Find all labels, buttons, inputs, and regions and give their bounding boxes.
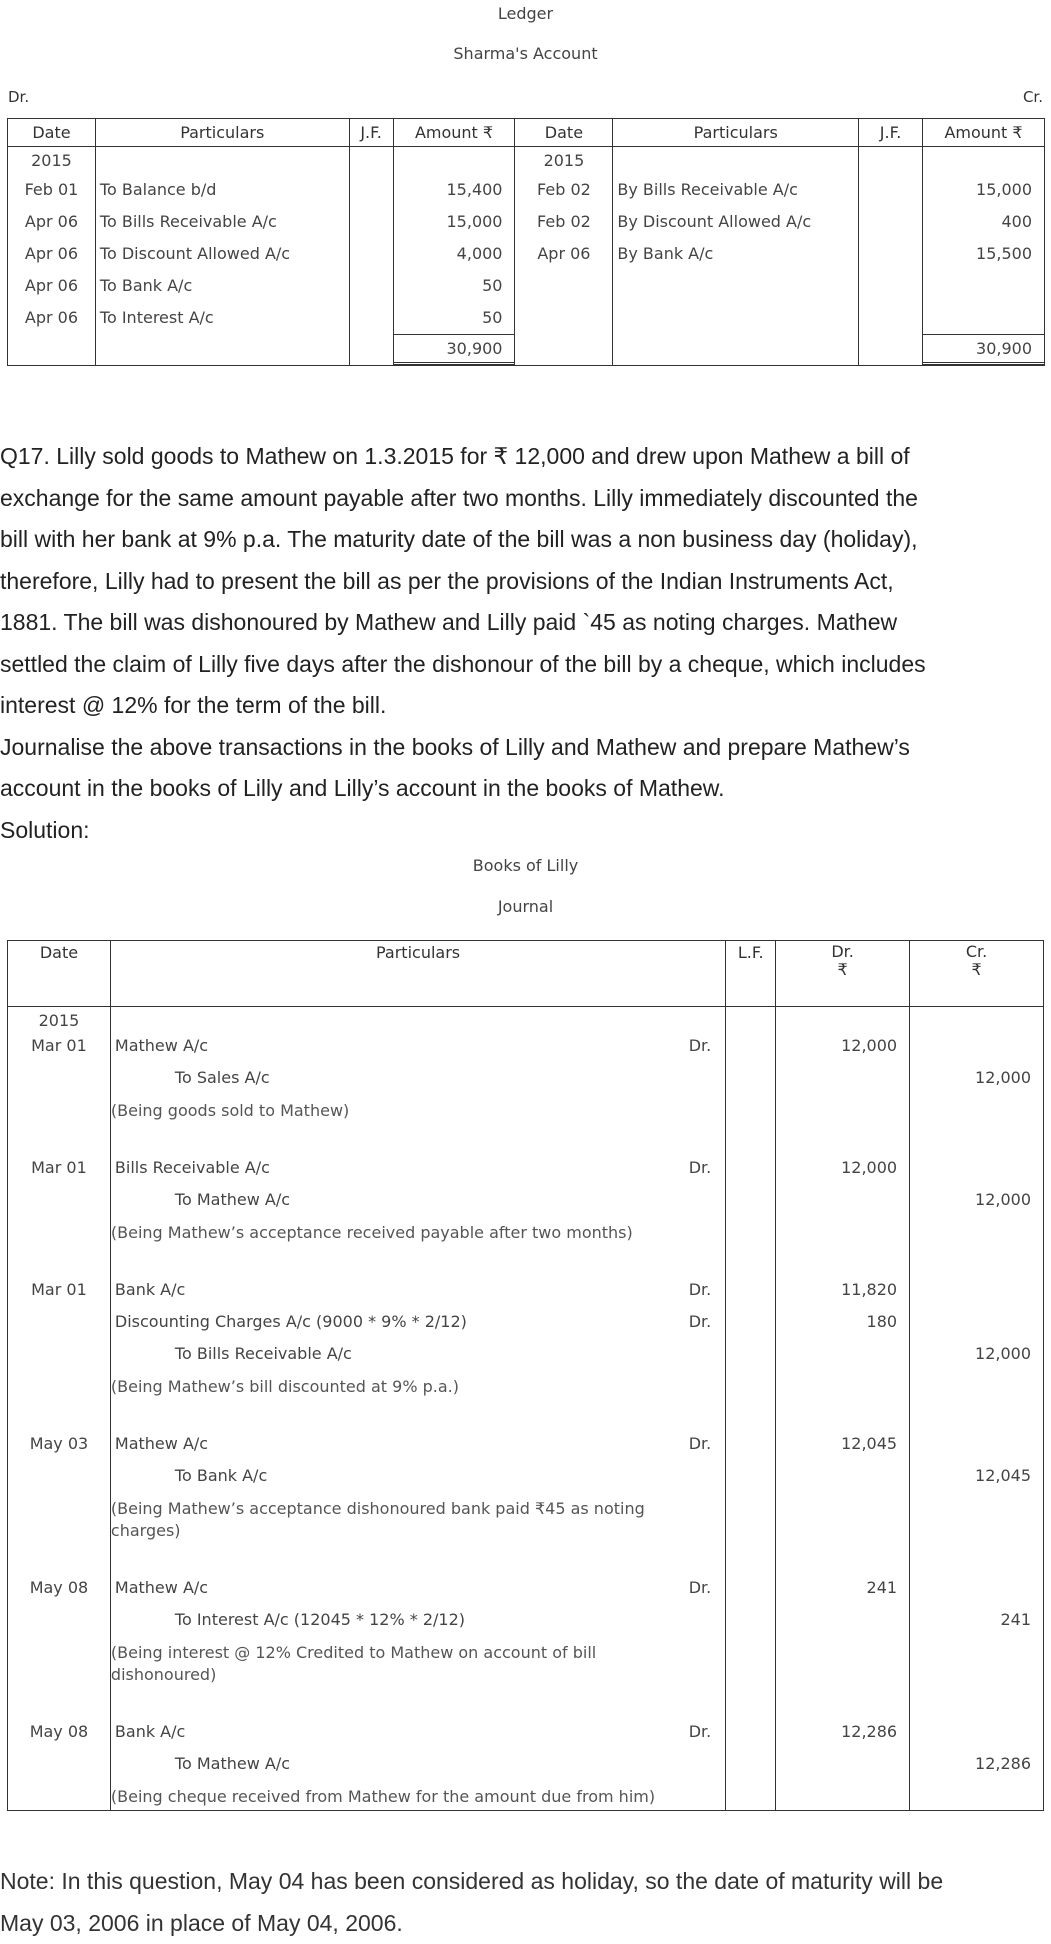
journal-debit-amount: 241 [866,1578,898,1597]
journal-dr-mark: Dr. [688,1158,712,1177]
journal-entry-particulars [110,1716,725,1811]
journal-entry-cr [910,1428,1044,1572]
ledger-jf [859,269,923,301]
question-line [0,436,1051,478]
note-text [0,1860,1051,1944]
journal-spacer [910,1716,1043,1748]
ledger-header: Date [515,119,613,147]
ledger-jf [349,173,393,205]
ledger-cell [859,333,923,366]
ledger-amount: 15,000 [393,205,515,237]
ledger-row [8,269,1045,301]
ledger-particulars: To Bank A/c [95,269,349,301]
ledger-date: Apr 06 [8,237,96,269]
ledger-cell [349,333,393,366]
journal-debit-account: Bank A/c [114,1722,186,1741]
ledger-date [515,269,613,301]
note-line: Note: In this question, May 04 has been considered as holiday, so the date of maturity will be [0,1868,944,1894]
journal-credit-account: To Bank A/c [174,1466,268,1485]
ledger-jf [859,237,923,269]
journal-entry [8,1152,1044,1274]
journal-dr-mark: Dr. [688,1312,712,1331]
ledger-amount: 15,500 [923,237,1045,269]
question-line: 1881. The bill was dishonoured by Mathew and Lilly paid `45 as noting charges. Mathew [0,609,898,635]
journal-entry-cr [910,1274,1044,1428]
ledger-year: 2015 [8,147,96,174]
journal-entry-cr [910,1716,1044,1811]
journal-entry-date-cell [8,1030,111,1152]
ledger-date: Apr 06 [8,269,96,301]
ledger-date: Apr 06 [515,237,613,269]
journal-narration: (Being Mathew’s acceptance received payable after two months) [110,1223,633,1242]
ledger-date: Apr 06 [8,205,96,237]
journal-table [7,940,1044,1811]
ledger-amount: 50 [393,301,515,333]
journal-entry-lf [726,1716,776,1811]
ledger-row [8,237,1045,269]
journal-debit-amount: 12,286 [841,1722,898,1741]
journal-debit-amount: 180 [866,1312,898,1331]
ledger-header: Particulars [613,119,859,147]
journal-debit-amount: 12,045 [841,1434,898,1453]
question-line: settled the claim of Lilly five days after the dishonour of the bill by a cheque, which includes [0,650,926,677]
journal-year: 2015 [8,1007,111,1031]
journal-entry-date-cell [8,1572,111,1716]
ledger-particulars: By Discount Allowed A/c [613,205,859,237]
ledger-particulars [613,269,859,301]
account-title: Sharma's Account [453,44,598,63]
journal-narration: (Being Mathew’s acceptance dishonoured bank paid ₹45 as noting charges) [110,1499,645,1540]
journal-title: Journal [497,897,554,916]
journal-spacer [910,1428,1043,1460]
journal-debit-line [111,1572,725,1604]
ledger-jf [349,269,393,301]
journal-entry-lf [726,1030,776,1152]
ledger-amount: 400 [923,205,1045,237]
journal-header-lf: L.F. [726,941,776,1007]
journal-header-dr: Dr. ₹ [776,941,910,1007]
journal-entry-dr [776,1716,910,1811]
journal-date: Mar 01 [31,1158,87,1177]
journal-debit-account: Mathew A/c [114,1434,209,1453]
ledger-amount: 15,000 [923,173,1045,205]
journal-dr-mark: Dr. [688,1434,712,1453]
ledger-particulars [613,301,859,333]
journal-credit-account: To Interest A/c (12045 * 12% * 2/12) [174,1610,466,1629]
dr-label: Dr. [8,88,30,106]
journal-credit-account: To Mathew A/c [174,1754,291,1773]
journal-credit-amount: 12,000 [975,1344,1031,1363]
ledger-jf [349,301,393,333]
journal-debit-line [111,1274,725,1306]
ledger-cell [613,333,859,366]
journal-entry-particulars [110,1572,725,1716]
journal-debit-line [111,1152,725,1184]
journal-entry-dr [776,1030,910,1152]
ledger-amount: 4,000 [393,237,515,269]
journal-date: Mar 01 [31,1036,87,1055]
journal-credit-amount: 12,000 [975,1068,1031,1087]
ledger-year: 2015 [515,147,613,174]
ledger-particulars: By Bills Receivable A/c [613,173,859,205]
journal-debit-account: Discounting Charges A/c (9000 * 9% * 2/12) [114,1312,467,1331]
ledger-total-value: 30,900 [923,334,1044,365]
question-line: bill with her bank at 9% p.a. The maturity date of the bill was a non business day (holiday), [0,526,918,552]
ledger-amount [923,301,1045,333]
journal-dr-mark: Dr. [688,1722,712,1741]
journal-credit-account: To Bills Receivable A/c [174,1344,352,1363]
journal-dr-mark: Dr. [688,1578,712,1597]
journal-entry [8,1428,1044,1572]
ledger-total-row [8,333,1045,366]
journal-entry-dr [776,1152,910,1274]
question-line: account in the books of Lilly and Lilly’s account in the books of Mathew. [0,775,725,801]
ledger-date: Feb 01 [8,173,96,205]
journal-header-cr: Cr. ₹ [910,941,1044,1007]
journal-entry-lf [726,1572,776,1716]
question-line-text: Lilly sold goods to Mathew on 1.3.2015 for ₹ 12,000 and drew upon Mathew a bill of [56,443,910,469]
journal-entry-particulars [110,1030,725,1152]
journal-narration: (Being interest @ 12% Credited to Mathew on account of bill dishonoured) [110,1643,597,1684]
journal-entry-dr [776,1274,910,1428]
journal-date: May 08 [29,1722,89,1741]
journal-header-particulars: Particulars [110,941,725,1007]
journal-entry-cr [910,1152,1044,1274]
journal-entry [8,1274,1044,1428]
journal-spacer [910,1152,1043,1184]
journal-spacer [910,1030,1043,1062]
journal-debit-line [111,1716,725,1748]
ledger-jf [859,301,923,333]
journal-spacer [910,1572,1043,1604]
journal-entry-particulars [110,1428,725,1572]
ledger-amount: 50 [393,269,515,301]
ledger-particulars: To Bills Receivable A/c [95,205,349,237]
journal-debit-account: Mathew A/c [114,1036,209,1055]
ledger-header: Amount ₹ [923,119,1045,147]
journal-entry-date-cell [8,1716,111,1811]
journal-entry-date-cell [8,1274,111,1428]
ledger-row [8,301,1045,333]
ledger-jf [859,205,923,237]
ledger-date: Feb 02 [515,173,613,205]
journal-entry [8,1716,1044,1811]
journal-credit-amount: 241 [1000,1610,1031,1629]
ledger-particulars: To Discount Allowed A/c [95,237,349,269]
ledger-amount [923,269,1045,301]
journal-entry-lf [726,1152,776,1274]
ledger-jf [349,205,393,237]
ledger-date [515,301,613,333]
journal-entry [8,1030,1044,1152]
journal-entry-particulars [110,1152,725,1274]
journal-date: May 08 [29,1578,89,1597]
rupee-icon: ₹ [971,960,982,979]
ledger-row [8,173,1045,205]
question-line: Journalise the above transactions in the books of Lilly and Mathew and prepare Mathew’s [0,733,910,760]
journal-debit-amount: 12,000 [841,1036,898,1055]
cr-label: Cr. [1022,88,1043,106]
journal-entry-cr [910,1572,1044,1716]
ledger-particulars: To Interest A/c [95,301,349,333]
journal-debit-account: Bank A/c [114,1280,186,1299]
ledger-header: Particulars [95,119,349,147]
ledger-particulars: To Balance b/d [95,173,349,205]
ledger-cell [8,333,96,366]
question-line: interest @ 12% for the term of the bill. [0,692,387,718]
ledger-amount: 15,400 [393,173,515,205]
journal-narration: (Being goods sold to Mathew) [110,1101,350,1120]
ledger-date: Feb 02 [515,205,613,237]
ledger-total [923,333,1045,366]
ledger-total [393,333,515,366]
journal-debit-line [111,1428,725,1460]
journal-debit-line [111,1306,725,1338]
journal-credit-amount: 12,286 [975,1754,1031,1773]
ledger-jf [859,173,923,205]
question-line: exchange for the same amount payable after two months. Lilly immediately discounted the [0,484,918,511]
ledger-cell [95,333,349,366]
journal-entry-lf [726,1274,776,1428]
journal-debit-line [111,1030,725,1062]
journal-date: Mar 01 [31,1280,87,1299]
ledger-title: Ledger [497,4,554,23]
journal-book: Books of Lilly [472,856,579,875]
rupee-icon: ₹ [837,960,848,979]
journal-entry-particulars [110,1274,725,1428]
question-line: Solution: [0,816,90,843]
journal-entry-lf [726,1428,776,1572]
journal-credit-account: To Sales A/c [174,1068,270,1087]
journal-entry-date-cell [8,1152,111,1274]
journal-entry [8,1572,1044,1716]
ledger-header: Amount ₹ [393,119,515,147]
ledger-header: J.F. [859,119,923,147]
ledger-header: J.F. [349,119,393,147]
journal-entry-date-cell [8,1428,111,1572]
ledger-particulars: By Bank A/c [613,237,859,269]
ledger-jf [349,237,393,269]
journal-entry-cr [910,1030,1044,1152]
journal-date: May 03 [29,1434,89,1453]
ledger-date: Apr 06 [8,301,96,333]
journal-spacer [910,1274,1043,1306]
journal-spacer [910,1306,1043,1338]
journal-entry-dr [776,1572,910,1716]
ledger-header: Date [8,119,96,147]
journal-dr-mark: Dr. [688,1036,712,1055]
journal-narration: (Being Mathew’s bill discounted at 9% p.a.) [110,1377,460,1396]
note-line: May 03, 2006 in place of May 04, 2006. [0,1910,403,1936]
ledger-total-value: 30,900 [394,334,515,365]
question-text [0,436,1051,851]
journal-debit-amount: 12,000 [841,1158,898,1177]
journal-header-date: Date [8,941,111,1007]
journal-debit-account: Bills Receivable A/c [114,1158,270,1177]
ledger-cell [515,333,613,366]
journal-narration: (Being cheque received from Mathew for the amount due from him) [110,1787,656,1806]
question-line: therefore, Lilly had to present the bill as per the provisions of the Indian Instruments Act, [0,567,894,594]
journal-dr-mark: Dr. [688,1280,712,1299]
ledger-table [7,118,1045,366]
ledger-row [8,205,1045,237]
journal-credit-amount: 12,000 [975,1190,1031,1209]
journal-credit-account: To Mathew A/c [174,1190,291,1209]
question-number: Q17. [0,443,50,469]
journal-debit-amount: 11,820 [841,1280,898,1299]
journal-credit-amount: 12,045 [975,1466,1031,1485]
journal-debit-account: Mathew A/c [114,1578,209,1597]
journal-entry-dr [776,1428,910,1572]
